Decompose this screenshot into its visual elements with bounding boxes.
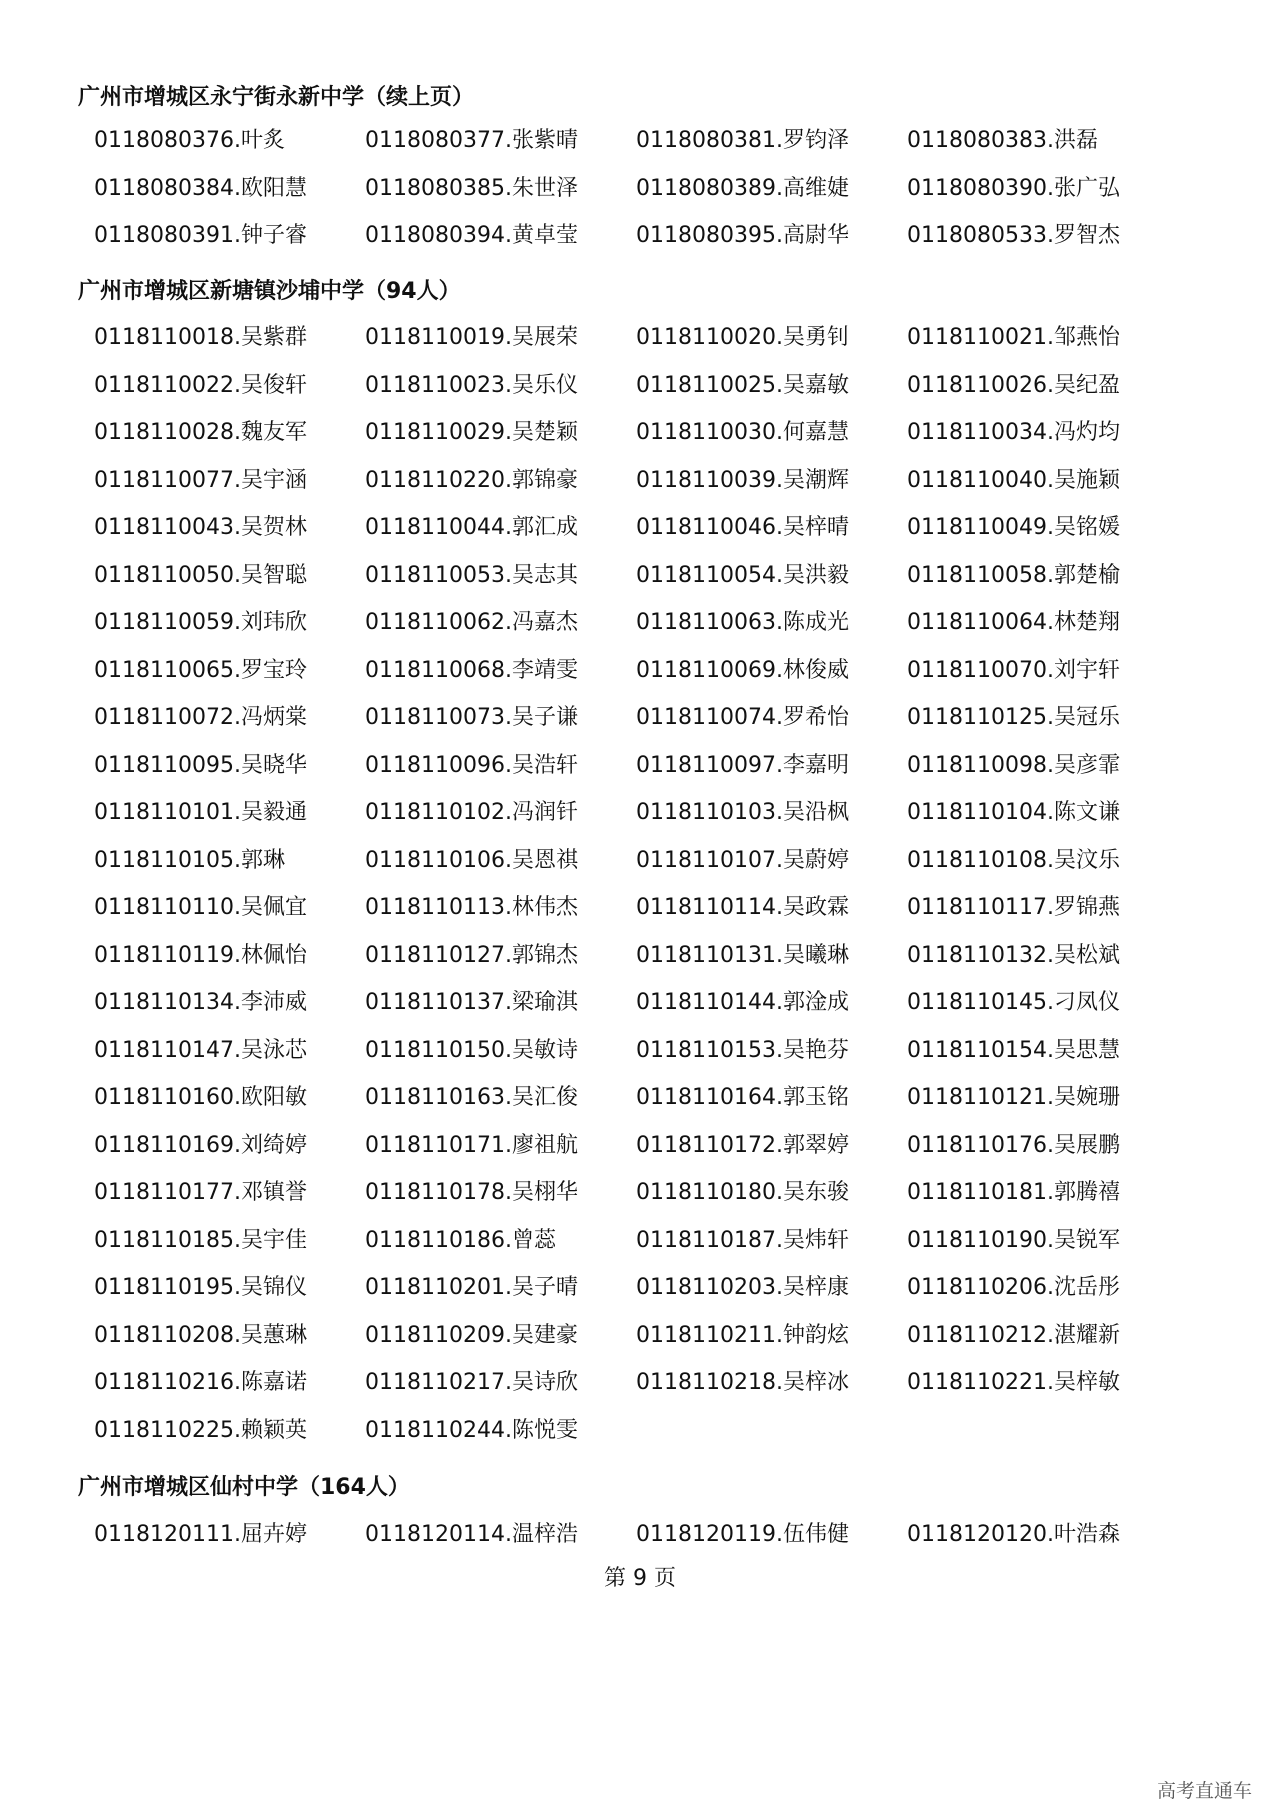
student-entry: 0118110108.吴汶乐 xyxy=(907,847,1120,873)
student-entry: 0118110095.吴晓华 xyxy=(94,752,307,778)
student-entry: 0118080383.洪磊 xyxy=(907,128,1098,153)
student-entry: 0118110097.李嘉明 xyxy=(636,752,849,778)
student-entry: 0118110216.陈嘉诺 xyxy=(94,1370,307,1395)
student-entry: 0118110096.吴浩轩 xyxy=(365,752,578,778)
student-entry: 0118110059.刘玮欣 xyxy=(94,610,307,635)
student-entry: 0118080389.高维婕 xyxy=(636,175,849,201)
student-entry: 0118120119.伍伟健 xyxy=(636,1522,849,1547)
list-row xyxy=(0,748,1280,784)
student-entry: 0118110137.梁瑜淇 xyxy=(365,990,578,1015)
list-row xyxy=(0,171,1280,207)
list-row xyxy=(0,1413,1280,1449)
student-entry: 0118110186.曾蕊 xyxy=(365,1227,556,1253)
list-row xyxy=(0,1365,1280,1401)
student-entry: 0118110144.郭淦成 xyxy=(636,990,849,1015)
student-entry: 0118110132.吴松斌 xyxy=(907,942,1120,968)
student-entry: 0118110220.郭锦豪 xyxy=(365,467,578,493)
list-row xyxy=(0,795,1280,831)
student-entry: 0118110105.郭琳 xyxy=(94,847,285,873)
student-entry: 0118110145.刁凤仪 xyxy=(907,990,1120,1015)
student-entry: 0118080385.朱世泽 xyxy=(365,175,578,201)
student-entry: 0118110221.吴梓敏 xyxy=(907,1370,1120,1395)
student-entry: 0118110102.冯润钎 xyxy=(365,800,578,825)
list-row xyxy=(0,218,1280,254)
student-entry: 0118110050.吴智聪 xyxy=(94,562,307,588)
student-entry: 0118110101.吴毅通 xyxy=(94,800,307,825)
student-entry: 0118110169.刘绮婷 xyxy=(94,1132,307,1158)
student-entry: 0118110190.吴锐军 xyxy=(907,1227,1120,1253)
student-entry: 0118110062.冯嘉杰 xyxy=(365,610,578,635)
student-entry: 0118110021.邹燕怡 xyxy=(907,325,1120,350)
student-entry: 0118110201.吴子晴 xyxy=(365,1275,578,1300)
student-entry: 0118110065.罗宝玲 xyxy=(94,657,307,683)
list-row xyxy=(0,938,1280,974)
student-entry: 0118110206.沈岳彤 xyxy=(907,1275,1120,1300)
student-entry: 0118110054.吴洪毅 xyxy=(636,562,849,588)
student-entry: 0118110064.林楚翔 xyxy=(907,610,1120,635)
student-entry: 0118120120.叶浩森 xyxy=(907,1522,1120,1547)
list-row xyxy=(0,1175,1280,1211)
list-row xyxy=(0,1318,1280,1354)
list-row xyxy=(0,700,1280,736)
student-entry: 0118110049.吴铭媛 xyxy=(907,515,1120,540)
student-entry: 0118080390.张广弘 xyxy=(907,175,1120,201)
list-row xyxy=(0,1128,1280,1164)
student-entry: 0118110147.吴泳芯 xyxy=(94,1037,307,1063)
student-entry: 0118110072.冯炳棠 xyxy=(94,705,307,730)
student-entry: 0118110110.吴佩宜 xyxy=(94,895,307,920)
student-entry: 0118110107.吴蔚婷 xyxy=(636,847,849,873)
list-row xyxy=(0,890,1280,926)
student-entry: 0118110212.湛耀新 xyxy=(907,1322,1120,1348)
student-entry: 0118110019.吴展荣 xyxy=(365,325,578,350)
student-entry: 0118110119.林佩怡 xyxy=(94,942,307,968)
student-entry: 0118110176.吴展鹏 xyxy=(907,1132,1120,1158)
student-entry: 0118110074.罗希怡 xyxy=(636,705,849,730)
list-row xyxy=(0,558,1280,594)
list-row xyxy=(0,1080,1280,1116)
student-entry: 0118110046.吴梓晴 xyxy=(636,515,849,540)
student-entry: 0118110104.陈文谦 xyxy=(907,800,1120,825)
student-entry: 0118110153.吴艳芬 xyxy=(636,1037,849,1063)
student-entry: 0118080394.黄卓莹 xyxy=(365,223,578,248)
student-entry: 0118110113.林伟杰 xyxy=(365,895,578,920)
student-entry: 0118110195.吴锦仪 xyxy=(94,1275,307,1300)
student-entry: 0118110218.吴梓冰 xyxy=(636,1370,849,1395)
student-entry: 0118080391.钟子睿 xyxy=(94,223,307,248)
student-entry: 0118110172.郭翠婷 xyxy=(636,1132,849,1158)
student-entry: 0118080533.罗智杰 xyxy=(907,223,1120,248)
student-entry: 0118110163.吴汇俊 xyxy=(365,1085,578,1110)
student-entry: 0118110164.郭玉铭 xyxy=(636,1085,849,1110)
student-entry: 0118120114.温梓浩 xyxy=(365,1522,578,1547)
list-row xyxy=(0,1033,1280,1069)
list-row xyxy=(0,985,1280,1021)
student-entry: 0118110058.郭楚榆 xyxy=(907,562,1120,588)
student-entry: 0118110077.吴宇涵 xyxy=(94,467,307,493)
student-entry: 0118110098.吴彦霏 xyxy=(907,752,1120,778)
student-entry: 0118110029.吴楚颖 xyxy=(365,420,578,445)
student-entry: 0118110125.吴冠乐 xyxy=(907,705,1120,730)
student-entry: 0118110187.吴炜轩 xyxy=(636,1227,849,1253)
student-entry: 0118080381.罗钧泽 xyxy=(636,128,849,153)
list-row xyxy=(0,510,1280,546)
page-number: 第 9 页 xyxy=(604,1566,676,1591)
list-row xyxy=(0,653,1280,689)
student-entry: 0118110018.吴紫群 xyxy=(94,325,307,350)
student-entry: 0118110103.吴沿枫 xyxy=(636,800,849,825)
student-entry: 0118110180.吴东骏 xyxy=(636,1180,849,1205)
student-entry: 0118110023.吴乐仪 xyxy=(365,372,578,398)
student-entry: 0118110160.欧阳敏 xyxy=(94,1085,307,1110)
student-entry: 0118110117.罗锦燕 xyxy=(907,895,1120,920)
student-entry: 0118110150.吴敏诗 xyxy=(365,1037,578,1063)
list-row xyxy=(0,320,1280,356)
student-entry: 0118110154.吴思慧 xyxy=(907,1037,1120,1063)
student-entry: 0118080384.欧阳慧 xyxy=(94,175,307,201)
student-entry: 0118080395.高尉华 xyxy=(636,223,849,248)
student-entry: 0118110203.吴梓康 xyxy=(636,1275,849,1300)
list-row xyxy=(0,843,1280,879)
student-entry: 0118110106.吴恩祺 xyxy=(365,847,578,873)
section-heading: 广州市增城区仙村中学（164人） xyxy=(78,1475,410,1500)
student-entry: 0118110022.吴俊轩 xyxy=(94,372,307,398)
student-entry: 0118110068.李靖雯 xyxy=(365,657,578,683)
student-entry: 0118110217.吴诗欣 xyxy=(365,1370,578,1395)
watermark: 高考直通车 xyxy=(1156,1780,1252,1802)
list-row xyxy=(0,605,1280,641)
student-entry: 0118110043.吴贺林 xyxy=(94,515,307,540)
student-entry: 0118110208.吴蕙琳 xyxy=(94,1322,307,1348)
student-entry: 0118110121.吴婉珊 xyxy=(907,1085,1120,1110)
student-entry: 0118110209.吴建豪 xyxy=(365,1322,578,1348)
student-entry: 0118110026.吴纪盈 xyxy=(907,372,1120,398)
student-entry: 0118110020.吴勇钊 xyxy=(636,325,849,350)
student-entry: 0118110211.钟韵炫 xyxy=(636,1322,849,1348)
student-entry: 0118110070.刘宇轩 xyxy=(907,657,1120,683)
student-entry: 0118110034.冯灼均 xyxy=(907,420,1120,445)
student-entry: 0118110025.吴嘉敏 xyxy=(636,372,849,398)
student-entry: 0118080376.叶炙 xyxy=(94,128,285,153)
student-entry: 0118120111.屈卉婷 xyxy=(94,1522,307,1547)
student-entry: 0118110030.何嘉慧 xyxy=(636,420,849,445)
student-entry: 0118110069.林俊威 xyxy=(636,657,849,683)
student-entry: 0118110134.李沛威 xyxy=(94,990,307,1015)
student-entry: 0118110053.吴志其 xyxy=(365,562,578,588)
list-row xyxy=(0,123,1280,159)
student-entry: 0118110178.吴栩华 xyxy=(365,1180,578,1205)
list-row xyxy=(0,463,1280,499)
student-entry: 0118110039.吴潮辉 xyxy=(636,467,849,493)
student-entry: 0118110177.邓镇誉 xyxy=(94,1180,307,1205)
student-entry: 0118110044.郭汇成 xyxy=(365,515,578,540)
section-heading: 广州市增城区永宁街永新中学（续上页） xyxy=(78,85,475,110)
list-row xyxy=(0,415,1280,451)
student-entry: 0118110073.吴子谦 xyxy=(365,705,578,730)
student-entry: 0118110063.陈成光 xyxy=(636,610,849,635)
list-row xyxy=(0,1270,1280,1306)
list-row xyxy=(0,1223,1280,1259)
section-heading: 广州市增城区新塘镇沙埔中学（94人） xyxy=(78,279,461,304)
list-row xyxy=(0,1517,1280,1553)
list-row xyxy=(0,368,1280,404)
student-entry: 0118110131.吴曦琳 xyxy=(636,942,849,968)
student-entry: 0118110127.郭锦杰 xyxy=(365,942,578,968)
student-entry: 0118080377.张紫晴 xyxy=(365,128,578,153)
student-entry: 0118110171.廖祖航 xyxy=(365,1132,578,1158)
student-entry: 0118110185.吴宇佳 xyxy=(94,1227,307,1253)
student-entry: 0118110225.赖颖英 xyxy=(94,1417,307,1443)
student-entry: 0118110114.吴政霖 xyxy=(636,895,849,920)
student-entry: 0118110040.吴施颖 xyxy=(907,467,1120,493)
student-entry: 0118110244.陈悦雯 xyxy=(365,1417,578,1443)
student-entry: 0118110028.魏友军 xyxy=(94,420,307,445)
student-entry: 0118110181.郭腾禧 xyxy=(907,1180,1120,1205)
